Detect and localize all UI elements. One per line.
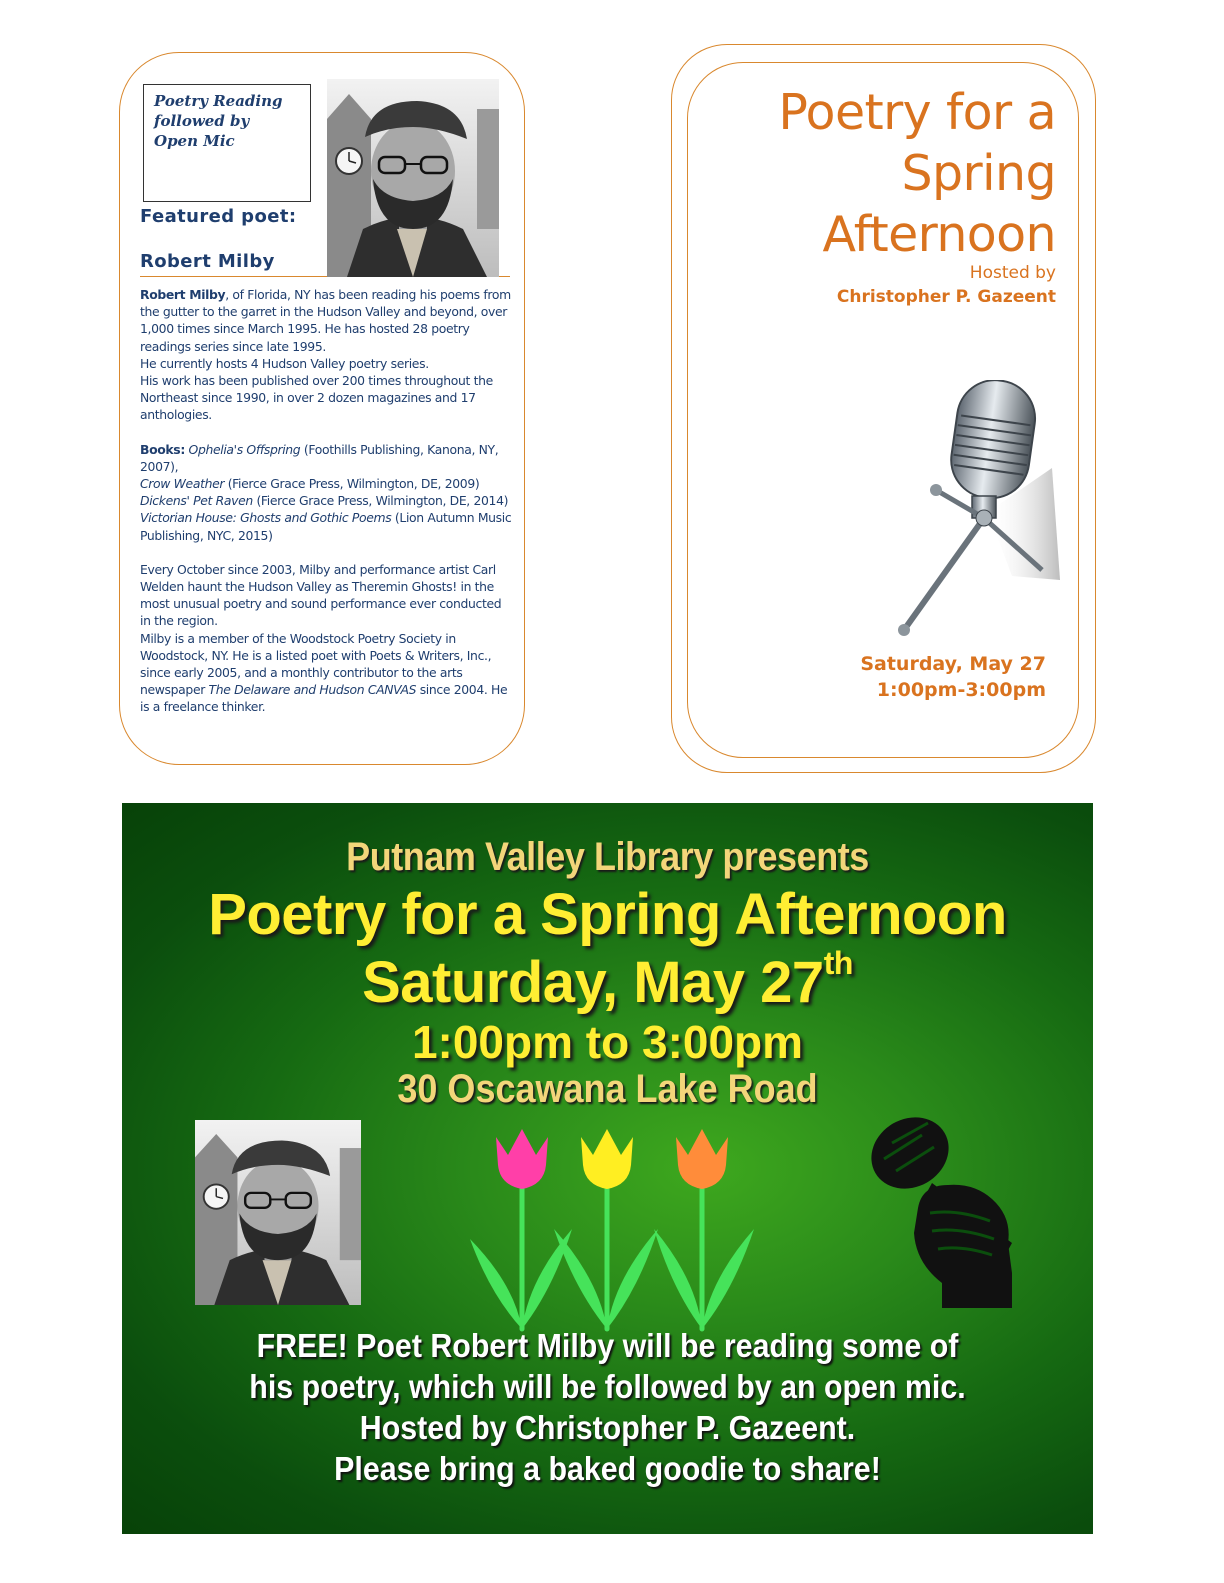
book-entry bbox=[140, 492, 512, 509]
book-publisher: (Fierce Grace Press, Wilmington, DE, 2014) bbox=[252, 493, 509, 509]
flyer-presenter: Putnam Valley Library presents bbox=[346, 835, 869, 879]
poet-photo bbox=[327, 79, 499, 277]
cover-date: Saturday, May 27 bbox=[860, 653, 1046, 675]
tulips-icon bbox=[462, 1119, 762, 1337]
flyer-date-main: Saturday, May 27 bbox=[362, 950, 824, 1015]
callout-line: followed by bbox=[154, 112, 250, 130]
flyer-description-line: Please bring a baked goodie to share! bbox=[334, 1450, 881, 1487]
bio-name: Robert Milby bbox=[140, 287, 226, 302]
event-format-box bbox=[143, 84, 311, 202]
tulip-leaf bbox=[654, 1229, 702, 1329]
book-publisher: (Lion Autumn Music Publishing, NYC, 2015) bbox=[140, 510, 512, 543]
book-publisher: (Foothills Publishing, Kanona, NY, 2007), bbox=[140, 441, 499, 474]
tulip-leaf bbox=[607, 1229, 658, 1329]
hosted-by-label: Hosted by bbox=[969, 263, 1056, 283]
flyer-description-line: FREE! Poet Robert Milby will be reading some of bbox=[256, 1327, 959, 1364]
poet-bio bbox=[140, 286, 512, 733]
cover-time: 1:00pm-3:00pm bbox=[876, 679, 1046, 701]
featured-poet-label: Featured poet: bbox=[140, 206, 297, 227]
callout-line: Poetry Reading bbox=[154, 92, 283, 110]
book-publisher: (Fierce Grace Press, Wilmington, DE, 2009) bbox=[224, 476, 480, 492]
flyer-description bbox=[162, 1325, 1053, 1489]
flyer-description-line: Hosted by Christopher P. Gazeent. bbox=[359, 1409, 856, 1446]
flyer-description-line: his poetry, which will be followed by an open mic. bbox=[249, 1368, 966, 1405]
tulip-yellow bbox=[581, 1129, 633, 1189]
books-list bbox=[140, 441, 512, 544]
event-flyer bbox=[122, 803, 1093, 1534]
flyer-time: 1:00pm to 3:00pm bbox=[411, 1016, 804, 1068]
flyer-date bbox=[122, 945, 1093, 1016]
book-title: Crow Weather bbox=[140, 476, 225, 492]
newspaper-title: The Delaware and Hudson CANVAS bbox=[208, 682, 417, 698]
cover-title-line: Poetry for a bbox=[778, 84, 1056, 141]
poet-photo bbox=[195, 1120, 361, 1305]
bio-text: Every October since 2003, Milby and performance artist Carl Welden haunt the Hudson Valley as Theremin Ghosts! in the most unusual poetry and sound performance ever conducted in the region. bbox=[140, 561, 502, 629]
bio-text: His work has been published over 200 times throughout the Northeast since 1990, in over 2 dozen magazines and 17 anthologies. bbox=[140, 373, 493, 423]
tulip-stems bbox=[522, 1179, 702, 1329]
callout-line: Open Mic bbox=[154, 132, 235, 150]
tulip-leaf bbox=[470, 1239, 522, 1329]
flyer-address: 30 Oscawana Lake Road bbox=[397, 1067, 818, 1111]
cover-title-line: Afternoon bbox=[822, 206, 1056, 263]
tulip-orange bbox=[676, 1129, 728, 1189]
bio-text: since 2004. He is a freelance thinker. bbox=[140, 682, 508, 715]
bio-paragraph bbox=[140, 286, 512, 424]
bio-paragraph bbox=[140, 561, 512, 716]
host-name: Christopher P. Gazeent bbox=[836, 287, 1056, 307]
bio-text: Milby is a member of the Woodstock Poetry Society in Woodstock, NY. He is a listed poet with Poets & Writers, Inc., since early 2005, and a monthly contributor to the arts newspaper bbox=[140, 630, 492, 698]
book-entry bbox=[140, 509, 512, 543]
cover-datetime bbox=[846, 651, 1046, 703]
bio-text: , of Florida, NY has been reading his poems from the gutter to the garret in the Hudson Valley and beyond, over 1,000 times since March 1995. He has hosted 28 poetry readings series since late 1995. bbox=[140, 287, 511, 354]
cover-title bbox=[778, 82, 1056, 265]
tulip-leaves bbox=[470, 1229, 754, 1329]
book-entry bbox=[140, 475, 512, 492]
fist-with-microphone-icon bbox=[862, 1113, 1042, 1308]
poet-name-heading: Robert Milby bbox=[140, 251, 275, 272]
flyer-title: Poetry for a Spring Afternoon bbox=[208, 882, 1007, 947]
book-title: Dickens' Pet Raven bbox=[140, 493, 253, 509]
tulip-leaf bbox=[554, 1229, 607, 1329]
tulip-leaf bbox=[702, 1229, 754, 1329]
cover-title-line: Spring bbox=[901, 145, 1056, 202]
flyer-date-suffix: th bbox=[823, 945, 853, 981]
books-label: Books: bbox=[140, 441, 185, 457]
book-title: Victorian House: Ghosts and Gothic Poems bbox=[140, 510, 392, 526]
bio-text: He currently hosts 4 Hudson Valley poetry series. bbox=[140, 355, 429, 371]
book-title: Ophelia's Offspring bbox=[188, 441, 301, 457]
tulip-pink bbox=[496, 1129, 548, 1189]
microphone-icon bbox=[892, 380, 1060, 642]
